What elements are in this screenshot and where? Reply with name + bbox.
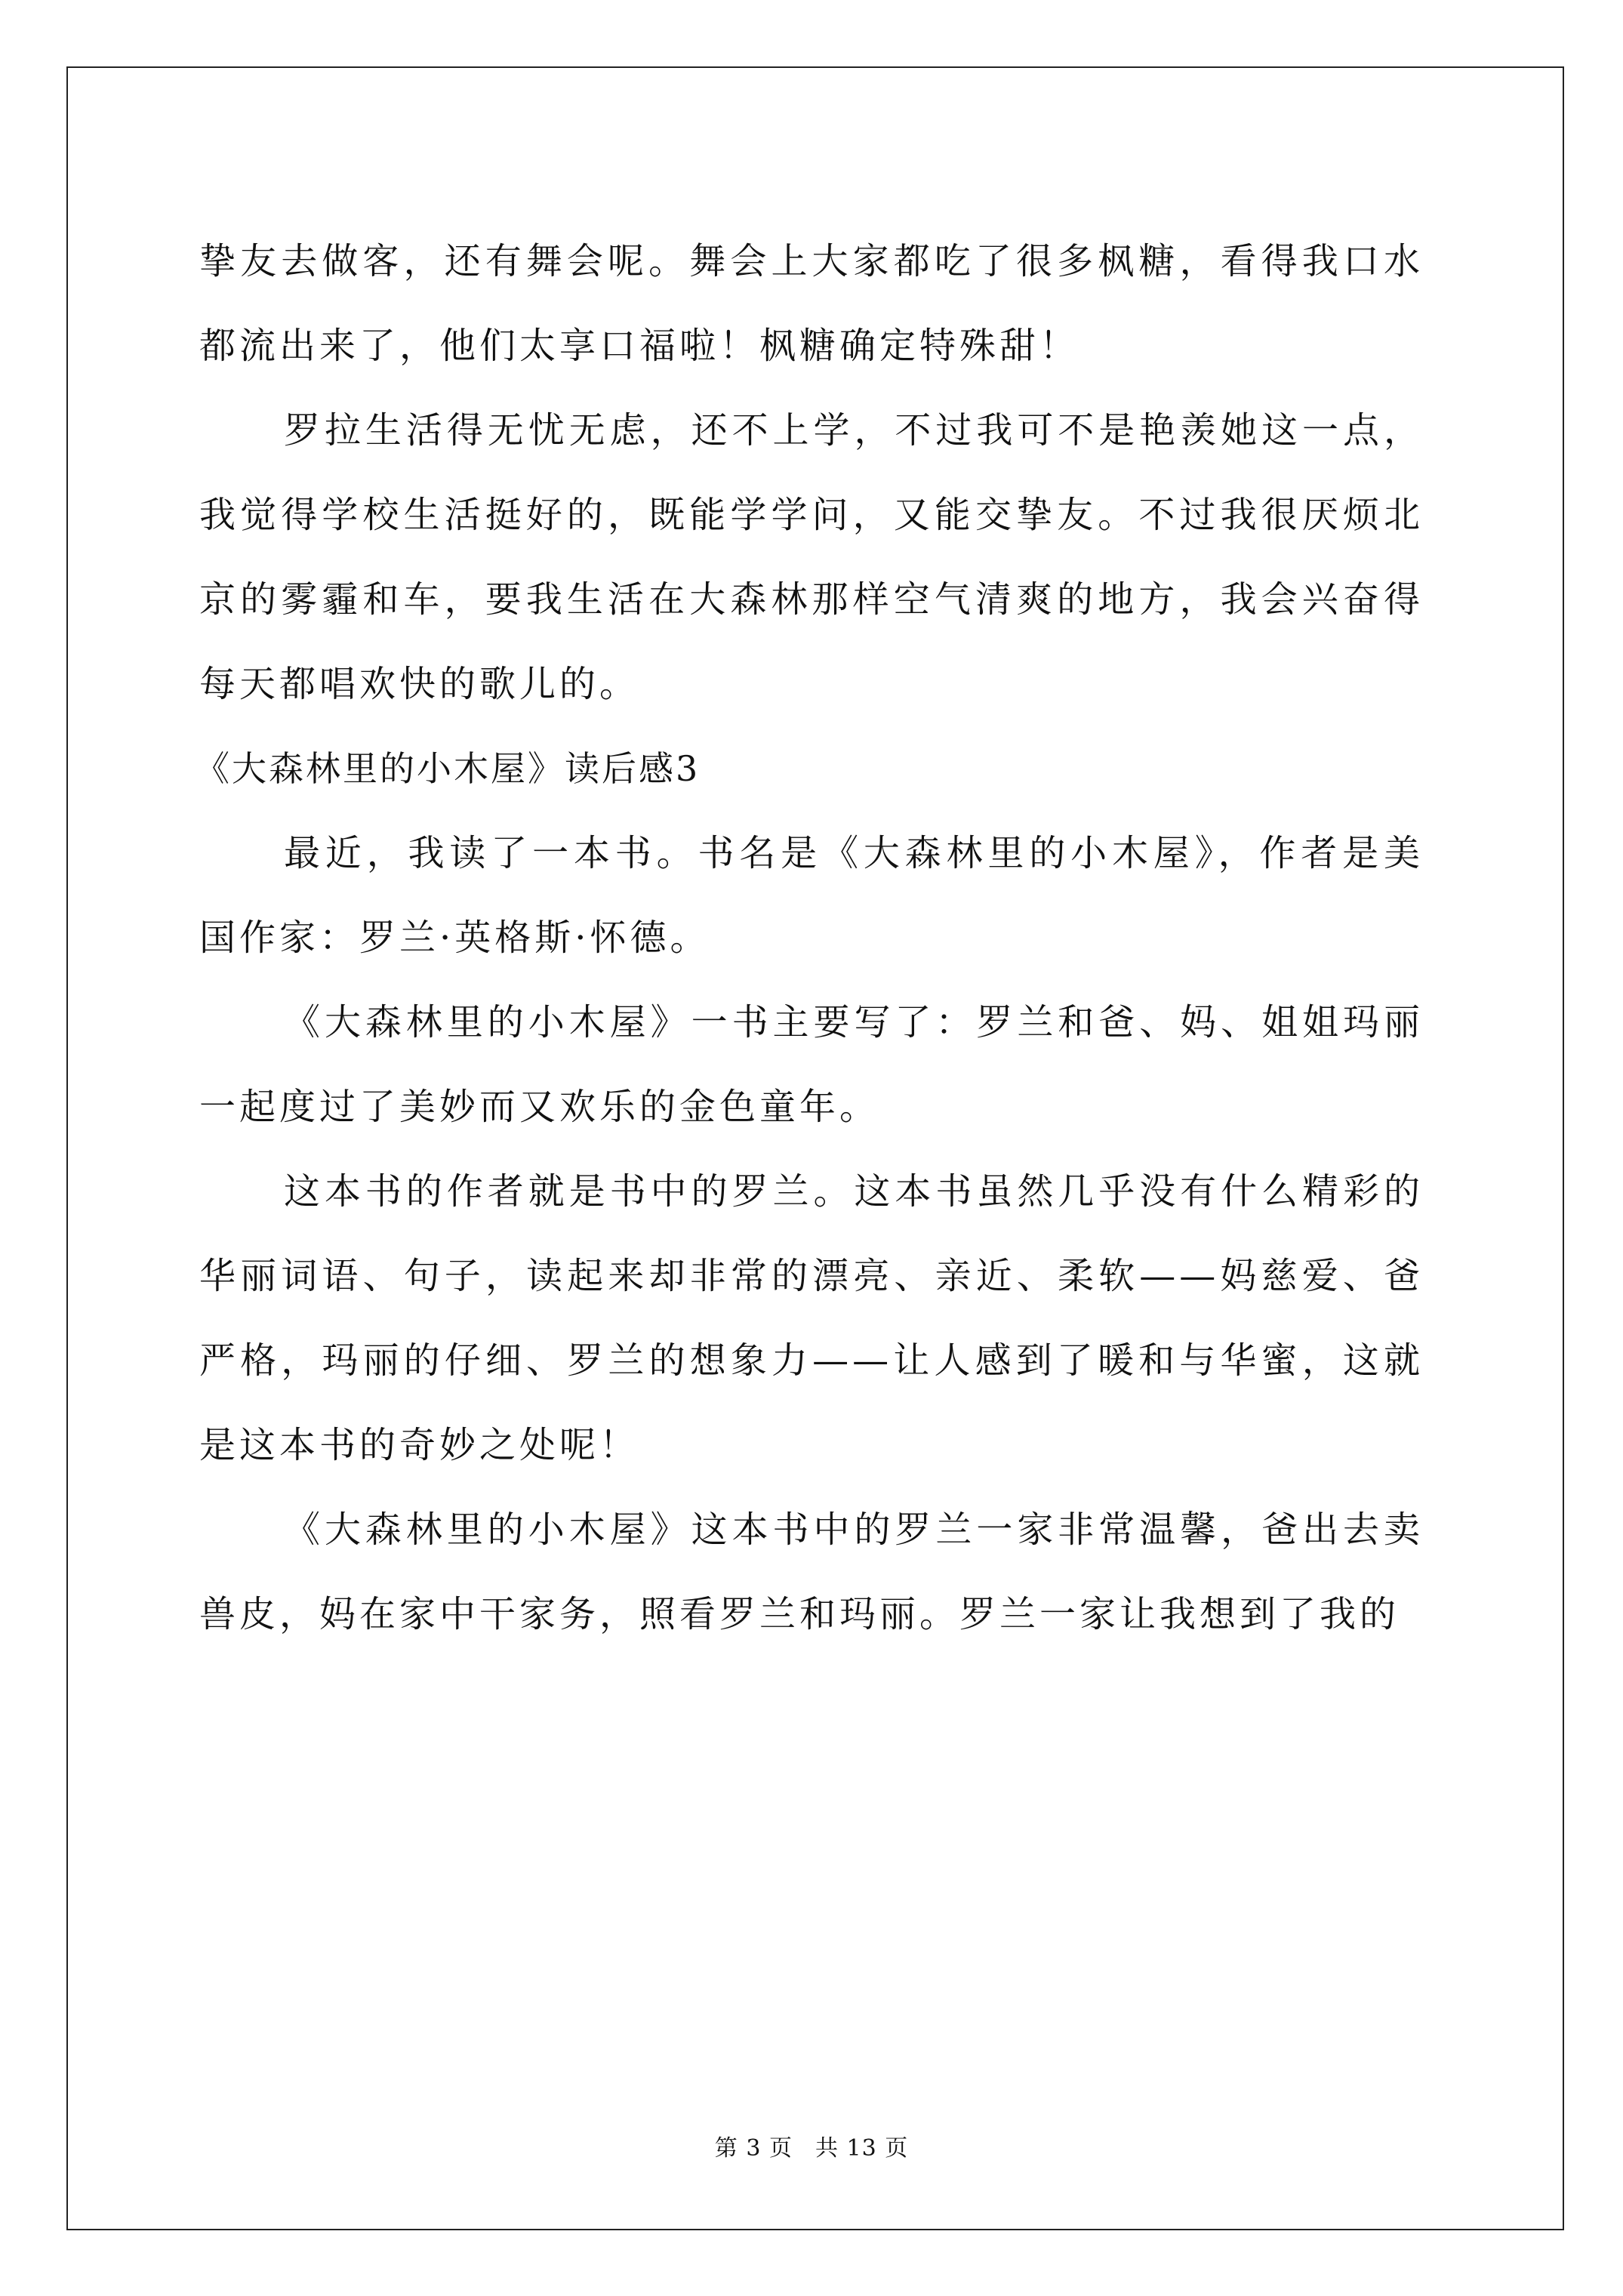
page-number-current: 第 3 页 bbox=[714, 2135, 793, 2162]
paragraph: 最近，我读了一本书。书名是《大森林里的小木屋》，作者是美国作家：罗兰·英格斯·怀德。 bbox=[199, 832, 1424, 959]
paragraph: 这本书的作者就是书中的罗兰。这本书虽然几乎没有什么精彩的华丽词语、句子，读起来却非常的漂亮、亲近、柔软——妈慈爱、爸严格，玛丽的仔细、罗兰的想象力——让人感到了暖和与华蜜，这就是这本书的奇妙之处呢！ bbox=[199, 1170, 1424, 1466]
document-body bbox=[195, 219, 1424, 1657]
page-number-total: 共 13 页 bbox=[815, 2135, 909, 2162]
paragraph: 《大森林里的小木屋》这本书中的罗兰一家非常温馨，爸出去卖兽皮，妈在家中干家务，照看罗兰和玛丽。罗兰一家让我想到了我的 bbox=[199, 1509, 1424, 1635]
page-footer bbox=[0, 2129, 1623, 2162]
section-heading: 《大森林里的小木屋》读后感3 bbox=[195, 748, 701, 789]
paragraph: 罗拉生活得无忧无虑，还不上学，不过我可不是艳羡她这一点，我觉得学校生活挺好的，既能学学问，又能交挚友。不过我很厌烦北京的雾霾和车，要我生活在大森林那样空气清爽的地方，我会兴奋得每天都唱欢快的歌儿的。 bbox=[199, 409, 1424, 705]
paragraph: 《大森林里的小木屋》一书主要写了：罗兰和爸、妈、姐姐玛丽一起度过了美妙而又欢乐的金色童年。 bbox=[199, 1001, 1424, 1128]
paragraph-continuation: 挚友去做客，还有舞会呢。舞会上大家都吃了很多枫糖，看得我口水都流出来了，他们太享口福啦！枫糖确定特殊甜！ bbox=[199, 240, 1424, 367]
